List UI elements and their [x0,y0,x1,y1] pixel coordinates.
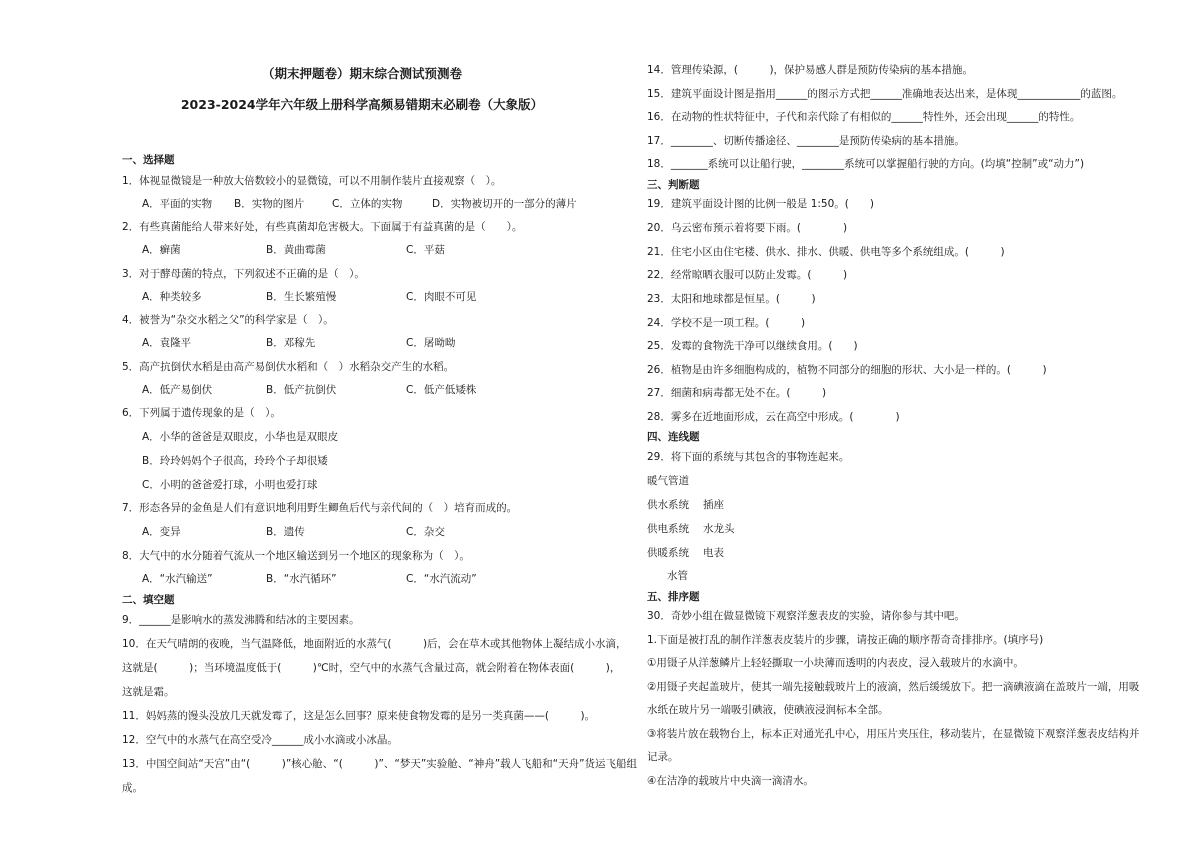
step-1: ①用镊子从洋葱鳞片上轻轻撕取一小块薄而透明的内表皮，浸入载玻片的水滴中。 [647,657,1024,669]
q1-option-b: B．实物的图片 [234,198,305,210]
question-23: 23．太阳和地球都是恒星。( ) [647,293,816,305]
q7-option-a: A．变异 [142,526,181,538]
match-system-power: 供电系统 [647,523,689,535]
question-17: 17．________、切断传播途径、________是预防传染病的基本措施。 [647,135,965,147]
q5-option-a: A．低产易倒伏 [142,384,213,396]
q8-option-a: A．“水汽输送” [142,573,213,585]
step-2-line-1: ②用镊子夹起盖玻片，使其一端先接触载玻片上的液滴，然后缓缓放下。把一滴碘液滴在盖玻片一端，用吸 [647,681,1140,693]
question-13-line-2: 成。 [122,782,143,794]
question-7: 7．形态各异的金鱼是人们有意识地利用野生鲫鱼后代与亲代间的（ ）培育而成的。 [122,502,518,514]
q6-option-c: C．小明的爸爸爱打球，小明也爱打球 [142,479,318,491]
match-item-heating-pipe: 暖气管道 [647,475,689,487]
question-12: 12．空气中的水蒸气在高空受冷______成小水滴或小冰晶。 [122,734,398,746]
match-item-meter: 电表 [703,547,724,559]
q7-option-c: C．杂交 [406,526,445,538]
question-3: 3．对于酵母菌的特点，下列叙述不正确的是（ ）。 [122,268,365,280]
question-20: 20．乌云密布预示着将要下雨。( ) [647,222,848,234]
q3-option-b: B．生长繁殖慢 [266,291,337,303]
question-21: 21．住宅小区由住宅楼、供水、排水、供暖、供电等多个系统组成。( ) [647,246,1005,258]
question-2: 2．有些真菌能给人带来好处，有些真菌却危害极大。下面属于有益真菌的是（ ）。 [122,221,523,233]
match-item-water-pipe: 水管 [667,570,688,582]
q4-option-c: C．屠呦呦 [406,337,456,349]
q5-option-c: C．低产低矮株 [406,384,477,396]
match-system-heating: 供暖系统 [647,547,689,559]
q6-option-b: B．玲玲妈妈个子很高，玲玲个子却很矮 [142,455,328,467]
q8-option-b: B．“水汽循环” [266,573,337,585]
question-11: 11．妈妈蒸的馒头没放几天就发霉了，这是怎么回事？原来使食物发霉的是另一类真菌——( )。 [122,710,596,722]
section-ordering: 五、排序题 [647,591,700,603]
question-25: 25．发霉的食物洗干净可以继续食用。( ) [647,340,858,352]
question-24: 24．学校不是一项工程。( ) [647,317,806,329]
section-true-false: 三、判断题 [647,179,700,191]
exam-title: （期末押题卷）期末综合测试预测卷 [261,66,462,81]
q6-option-a: A．小华的爸爸是双眼皮，小华也是双眼皮 [142,431,339,443]
question-26: 26．植物是由许多细胞构成的，植物不同部分的细胞的形状、大小是一样的。( ) [647,364,1047,376]
exam-subtitle: 2023-2024学年六年级上册科学高频易错期末必刷卷（大象版） [180,97,544,112]
question-15: 15．建筑平面设计图是指用______的图示方式把______准确地表达出来，是体现____________的蓝图。 [647,88,1123,100]
question-6: 6．下列属于遗传现象的是（ ）。 [122,407,281,419]
question-27: 27．细菌和病毒都无处不在。( ) [647,387,827,399]
q5-option-b: B．低产抗倒伏 [266,384,337,396]
question-10-line-2: 这就是( )；当环境温度低于( )℃时，空气中的水蒸气含量过高，就会附着在物体表面( )， [122,662,621,674]
q8-option-c: C．“水汽流动” [406,573,477,585]
question-22: 22．经常晾晒衣服可以防止发霉。( ) [647,269,848,281]
question-29: 29．将下面的系统与其包含的事物连起来。 [647,451,850,463]
question-10-line-1: 10．在天气晴朗的夜晚，当气温降低，地面附近的水蒸气( )后，会在草木或其他物体上凝结成小水滴， [122,638,627,650]
match-item-socket: 插座 [703,499,724,511]
match-system-water: 供水系统 [647,499,689,511]
q4-option-b: B．邓稼先 [266,337,316,349]
question-9: 9．______是影响水的蒸发沸腾和结冰的主要因素。 [122,614,360,626]
section-choice: 一、选择题 [122,154,175,166]
question-1: 1．体视显微镜是一种放大倍数较小的显微镜，可以不用制作装片直接观察（ ）。 [122,175,502,187]
question-16: 16．在动物的性状特征中，子代和亲代除了有相似的______特性外，还会出现______的特性。 [647,111,1081,123]
q4-option-a: A．袁隆平 [142,337,192,349]
q1-option-c: C．立体的实物 [332,198,403,210]
question-14: 14．管理传染源，( )，保护易感人群是预防传染病的基本措施。 [647,64,974,76]
question-4: 4．被誉为“杂交水稻之父”的科学家是（ ）。 [122,314,334,326]
section-matching: 四、连线题 [647,431,700,443]
q1-option-d: D．实物被切开的一部分的薄片 [432,198,577,210]
step-2-line-2: 水纸在玻片另一端吸引碘液，使碘液浸润标本全部。 [647,704,889,716]
question-30: 30．奇妙小组在做显微镜下观察洋葱表皮的实验，请你参与其中吧。 [647,610,965,622]
q2-option-a: A．癣菌 [142,244,181,256]
step-3-line-2: 记录。 [647,751,679,763]
match-item-faucet: 水龙头 [703,523,735,535]
step-3-line-1: ③将装片放在载物台上，标本正对通光孔中心，用压片夹压住，移动装片，在显微镜下观察洋葱表皮结构并 [647,728,1140,740]
question-19: 19．建筑平面设计图的比例一般是 1:50。( ) [647,198,874,210]
question-18: 18．_______系统可以让船行驶，________系统可以掌握船行驶的方向。(均填“控制”或“动力”) [647,158,1085,170]
q2-option-c: C．平菇 [406,244,445,256]
q1-option-a: A．平面的实物 [142,198,213,210]
step-4: ④在洁净的载玻片中央滴一滴清水。 [647,775,814,787]
question-5: 5．高产抗倒伏水稻是由高产易倒伏水稻和（ ）水稻杂交产生的水稻。 [122,361,455,373]
question-10-line-3: 这就是霜。 [122,686,175,698]
question-28: 28．雾多在近地面形成，云在高空中形成。( ) [647,411,900,423]
question-13-line-1: 13．中国空间站“天宫”由“( )”核心舱、“( )”、“梦天”实验舱、“神舟”载人飞船和“天舟”货运飞船组 [122,758,638,770]
q3-option-c: C．肉眼不可见 [406,291,477,303]
q2-option-b: B．黄曲霉菌 [266,244,326,256]
section-fill-blank: 二、填空题 [122,594,175,606]
question-30-intro: 1.下面是被打乱的制作洋葱表皮装片的步骤，请按正确的顺序帮奇奇排排序。(填序号) [647,634,1044,646]
q7-option-b: B．遗传 [266,526,305,538]
question-8: 8．大气中的水分随着气流从一个地区输送到另一个地区的现象称为（ ）。 [122,550,470,562]
q3-option-a: A．种类较多 [142,291,202,303]
